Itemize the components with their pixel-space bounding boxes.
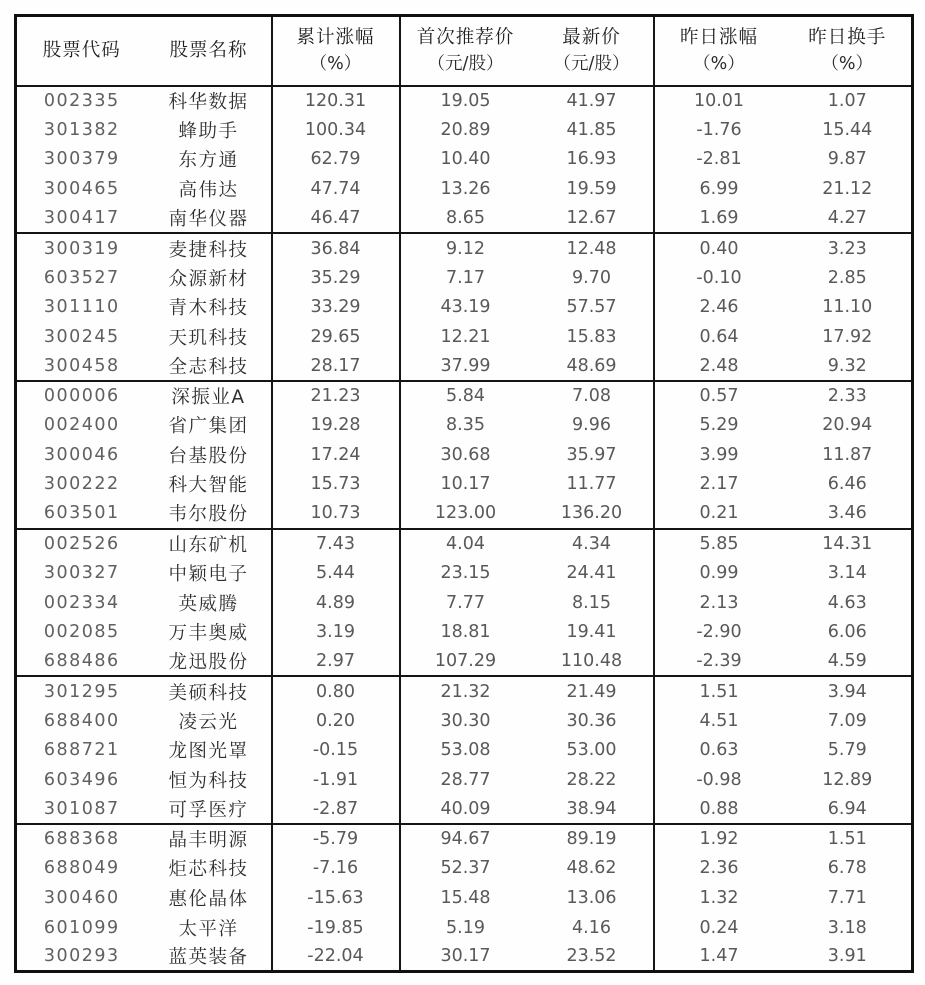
col-header-yesterday-turnover-unit: （%）	[821, 53, 874, 74]
col-header-yesterday-gain-label: 昨日涨幅	[679, 26, 758, 48]
cell-cum: -1.91	[272, 765, 400, 795]
cell-cum: 0.20	[272, 706, 400, 736]
cell-latest: 21.49	[531, 676, 654, 706]
cell-code: 000006	[16, 381, 147, 411]
cell-ygain: 1.69	[654, 204, 784, 234]
cell-yturn: 3.14	[827, 563, 867, 584]
cell-cum: -0.15	[272, 736, 400, 766]
cell-code: 002526	[16, 529, 147, 559]
cell-cum: 17.24	[272, 440, 400, 470]
cell-ygain: 10.01	[654, 86, 784, 116]
cell-first: 37.99	[400, 351, 531, 381]
cell-name: 太平洋	[178, 918, 239, 940]
cell-code: 300046	[43, 444, 120, 465]
cell-name: 台基股份	[168, 445, 249, 467]
cell-cum: 7.43	[272, 529, 400, 559]
cell-name: 青木科技	[168, 298, 249, 320]
cell-latest: 12.67	[566, 207, 617, 228]
cell-ygain: 0.99	[654, 558, 784, 588]
table-row	[16, 913, 913, 943]
table-row	[16, 795, 913, 825]
cell-cum: -7.16	[272, 854, 400, 884]
cell-latest: 30.36	[566, 710, 617, 731]
cell-latest: 136.20	[560, 503, 623, 524]
cell-yturn: 12.89	[822, 769, 873, 790]
cell-code: 002085	[43, 622, 120, 643]
col-header-cumulative-gain-label: 累计涨幅	[296, 26, 375, 48]
cell-code: 002400	[43, 415, 120, 436]
cell-code: 300319	[16, 233, 147, 263]
cell-ygain: -0.10	[654, 263, 784, 293]
stock-table	[14, 14, 914, 973]
cell-cum: 4.89	[272, 588, 400, 618]
cell-code: 300417	[43, 207, 120, 228]
cell-cum: -19.85	[272, 913, 400, 943]
cell-first: 20.89	[400, 115, 531, 145]
cell-ygain: 1.32	[654, 883, 784, 913]
cell-cum: 21.23	[272, 381, 400, 411]
cell-code: 300245	[43, 326, 120, 347]
cell-first: 21.32	[400, 676, 531, 706]
cell-cum: 35.29	[272, 263, 400, 293]
cell-ygain: 5.85	[654, 529, 784, 559]
cell-name: 可孚医疗	[168, 799, 249, 821]
cell-name: 龙迅股份	[168, 652, 249, 674]
cell-cum: 2.97	[272, 647, 400, 677]
cell-ygain: 2.13	[654, 588, 784, 618]
cell-ygain: 4.51	[654, 706, 784, 736]
cell-code: 300460	[43, 888, 120, 909]
table-row	[16, 706, 913, 736]
cell-latest: 12.48	[531, 233, 654, 263]
cell-ygain: 0.24	[654, 913, 784, 943]
cell-latest: 15.83	[566, 326, 617, 347]
cell-cum: 28.17	[272, 351, 400, 381]
cell-first: 28.77	[400, 765, 531, 795]
cell-cum: 100.34	[272, 115, 400, 145]
table-row	[16, 292, 913, 322]
cell-yturn: 3.46	[827, 503, 867, 524]
cell-name: 深振业A	[147, 381, 272, 411]
cell-code: 688400	[43, 710, 120, 731]
col-header-yesterday-gain-unit: （%）	[693, 53, 745, 74]
col-header-first-recommended-price	[400, 16, 531, 86]
cell-first: 30.68	[400, 440, 531, 470]
cell-first: 12.21	[400, 322, 531, 352]
cell-latest: 9.96	[572, 415, 611, 436]
cell-ygain: 2.17	[654, 470, 784, 500]
cell-ygain: -0.98	[654, 765, 784, 795]
cell-ygain: 0.64	[654, 322, 784, 352]
table-row	[16, 263, 913, 293]
cell-ygain: -2.90	[654, 617, 784, 647]
table-row	[16, 883, 913, 913]
cell-latest: 19.59	[566, 178, 617, 199]
cell-name: 炬芯科技	[168, 859, 249, 881]
cell-latest: 57.57	[566, 297, 617, 318]
header-row	[16, 16, 913, 86]
cell-cum: -2.87	[272, 795, 400, 825]
cell-first: 19.05	[400, 86, 531, 116]
table-row	[16, 115, 913, 145]
cell-first: 18.81	[400, 617, 531, 647]
cell-latest: 89.19	[531, 824, 654, 854]
table-row	[16, 942, 913, 972]
cell-ygain: 1.47	[654, 942, 784, 972]
cell-yturn: 3.94	[784, 676, 913, 706]
table-row	[16, 204, 913, 234]
cell-name: 恒为科技	[168, 770, 249, 792]
cell-code: 300293	[43, 946, 120, 967]
cell-latest: 8.15	[572, 592, 611, 613]
col-header-stock-code	[16, 16, 147, 86]
cell-yturn: 9.32	[827, 355, 867, 376]
cell-yturn: 4.59	[827, 651, 867, 672]
cell-yturn: 17.92	[822, 326, 873, 347]
cell-latest: 13.06	[566, 888, 617, 909]
cell-first: 43.19	[400, 292, 531, 322]
cell-ygain: 5.29	[654, 411, 784, 441]
cell-ygain: 0.21	[654, 499, 784, 529]
cell-ygain: -1.76	[654, 115, 784, 145]
table-row	[16, 174, 913, 204]
cell-ygain: 6.99	[654, 174, 784, 204]
cell-yturn: 6.94	[827, 798, 867, 819]
cell-ygain: 2.46	[654, 292, 784, 322]
cell-latest: 24.41	[566, 563, 617, 584]
table-row	[16, 411, 913, 441]
cell-name: 晶丰明源	[147, 824, 272, 854]
table-row	[16, 765, 913, 795]
table-row	[16, 145, 913, 175]
cell-first: 8.65	[400, 204, 531, 234]
cell-cum: 120.31	[272, 86, 400, 116]
col-header-stock-name	[147, 16, 272, 86]
cell-ygain: 0.88	[654, 795, 784, 825]
cell-latest: 110.48	[560, 651, 623, 672]
cell-cum: 0.80	[272, 676, 400, 706]
cell-cum: 3.19	[272, 617, 400, 647]
cell-yturn: 6.46	[827, 474, 867, 495]
cell-name: 高伟达	[178, 179, 239, 201]
cell-name: 南华仪器	[168, 208, 249, 230]
cell-ygain: 0.57	[654, 381, 784, 411]
cell-name: 科华数据	[168, 91, 249, 113]
cell-first: 4.04	[400, 529, 531, 559]
col-header-latest-price	[531, 16, 654, 86]
cell-first: 53.08	[400, 736, 531, 766]
col-header-first-recommended-price-label: 首次推荐价	[416, 26, 515, 48]
cell-ygain: -2.39	[654, 647, 784, 677]
cell-latest: 28.22	[566, 769, 617, 790]
cell-first: 10.17	[400, 470, 531, 500]
col-header-latest-price-unit: （元/股）	[553, 53, 630, 74]
cell-latest: 48.62	[566, 858, 617, 879]
cell-name: 蜂助手	[178, 120, 239, 142]
col-header-latest-price-label: 最新价	[562, 26, 621, 48]
cell-cum: 33.29	[272, 292, 400, 322]
cell-name: 麦捷科技	[147, 233, 272, 263]
cell-code: 688721	[43, 740, 120, 761]
table-row	[16, 588, 913, 618]
cell-cum: 15.73	[272, 470, 400, 500]
cell-latest: 4.34	[531, 529, 654, 559]
cell-first: 5.84	[400, 381, 531, 411]
cell-latest: 9.70	[572, 267, 611, 288]
cell-name: 天玑科技	[168, 327, 249, 349]
cell-cum: 10.73	[272, 499, 400, 529]
cell-yturn: 5.79	[827, 740, 867, 761]
cell-code: 300458	[43, 355, 120, 376]
table-row	[16, 647, 913, 677]
cell-ygain: 3.99	[654, 440, 784, 470]
cell-cum: 19.28	[272, 411, 400, 441]
cell-ygain: 2.48	[654, 351, 784, 381]
cell-name: 凌云光	[178, 711, 239, 733]
cell-code: 603496	[43, 769, 120, 790]
cell-yturn: 7.09	[827, 710, 867, 731]
cell-yturn: 2.85	[827, 267, 867, 288]
cell-ygain: 1.92	[654, 824, 784, 854]
cell-yturn: 4.63	[827, 592, 867, 613]
cell-first: 10.40	[400, 145, 531, 175]
cell-latest: 11.77	[566, 474, 617, 495]
cell-latest: 23.52	[566, 946, 617, 967]
cell-first: 40.09	[400, 795, 531, 825]
cell-first: 23.15	[400, 558, 531, 588]
table-row	[16, 381, 913, 411]
col-header-cumulative-gain	[272, 16, 400, 86]
cell-name: 科大智能	[168, 475, 249, 497]
table-row	[16, 86, 913, 116]
table-row	[16, 736, 913, 766]
cell-name: 龙图光罩	[168, 741, 249, 763]
cell-first: 52.37	[400, 854, 531, 884]
cell-code: 300222	[43, 474, 120, 495]
table-row	[16, 499, 913, 529]
cell-name: 万丰奥威	[168, 623, 249, 645]
cell-name: 蓝英装备	[168, 947, 249, 969]
col-header-yesterday-turnover	[784, 16, 913, 86]
cell-first: 13.26	[400, 174, 531, 204]
cell-code: 301087	[43, 798, 120, 819]
cell-code: 002334	[43, 592, 120, 613]
cell-cum: -5.79	[272, 824, 400, 854]
table-header	[16, 16, 913, 86]
cell-ygain: 0.40	[654, 233, 784, 263]
cell-name: 东方通	[178, 150, 239, 172]
cell-name: 全志科技	[168, 356, 249, 378]
cell-code: 601099	[43, 917, 120, 938]
table-row	[16, 676, 913, 706]
cell-latest: 4.16	[572, 917, 611, 938]
cell-latest: 35.97	[566, 444, 617, 465]
cell-latest: 38.94	[566, 798, 617, 819]
cell-yturn: 6.78	[827, 858, 867, 879]
cell-yturn: 14.31	[784, 529, 913, 559]
cell-first: 9.12	[400, 233, 531, 263]
col-header-stock-name-label: 股票名称	[169, 39, 248, 61]
cell-ygain: 0.63	[654, 736, 784, 766]
stock-table-body	[16, 86, 913, 972]
cell-code: 300379	[43, 149, 120, 170]
cell-code: 688368	[16, 824, 147, 854]
table-row	[16, 351, 913, 381]
cell-first: 15.48	[400, 883, 531, 913]
cell-name: 山东矿机	[147, 529, 272, 559]
cell-yturn: 21.12	[822, 178, 873, 199]
cell-first: 7.17	[400, 263, 531, 293]
cell-first: 94.67	[400, 824, 531, 854]
cell-code: 301295	[16, 676, 147, 706]
table-row	[16, 824, 913, 854]
cell-yturn: 1.07	[827, 90, 867, 111]
col-header-stock-code-label: 股票代码	[42, 39, 121, 61]
cell-code: 688486	[43, 651, 120, 672]
cell-yturn: 2.33	[784, 381, 913, 411]
cell-code: 688049	[43, 858, 120, 879]
cell-ygain: -2.81	[654, 145, 784, 175]
cell-name: 省广集团	[168, 416, 249, 438]
cell-yturn: 20.94	[822, 415, 873, 436]
cell-cum: 46.47	[272, 204, 400, 234]
cell-first: 5.19	[400, 913, 531, 943]
cell-latest: 19.41	[566, 622, 617, 643]
cell-ygain: 2.36	[654, 854, 784, 884]
cell-code: 603501	[43, 503, 120, 524]
cell-cum: -15.63	[272, 883, 400, 913]
table-row	[16, 470, 913, 500]
cell-yturn: 11.87	[822, 444, 873, 465]
table-row	[16, 322, 913, 352]
col-header-cumulative-gain-unit: （%）	[309, 53, 362, 74]
cell-latest: 41.85	[566, 119, 617, 140]
cell-latest: 48.69	[566, 355, 617, 376]
cell-cum: 47.74	[272, 174, 400, 204]
cell-yturn: 3.23	[784, 233, 913, 263]
cell-cum: 36.84	[272, 233, 400, 263]
cell-code: 603527	[43, 267, 120, 288]
cell-name: 众源新材	[168, 268, 249, 290]
cell-latest: 7.08	[531, 381, 654, 411]
cell-code: 301110	[43, 297, 120, 318]
cell-cum: 62.79	[272, 145, 400, 175]
cell-cum: 29.65	[272, 322, 400, 352]
cell-first: 123.00	[400, 499, 531, 529]
table-row	[16, 617, 913, 647]
cell-name: 中颖电子	[168, 564, 249, 586]
cell-yturn: 15.44	[822, 119, 873, 140]
cell-name: 惠伦晶体	[168, 889, 249, 911]
cell-first: 107.29	[400, 647, 531, 677]
table-row	[16, 233, 913, 263]
table-row	[16, 854, 913, 884]
cell-first: 30.30	[400, 706, 531, 736]
col-header-yesterday-turnover-label: 昨日换手	[808, 26, 887, 48]
cell-latest: 16.93	[566, 149, 617, 170]
cell-yturn: 6.06	[827, 622, 867, 643]
cell-cum: 5.44	[272, 558, 400, 588]
cell-first: 7.77	[400, 588, 531, 618]
col-header-first-recommended-price-unit: （元/股）	[427, 53, 504, 74]
cell-latest: 41.97	[566, 90, 617, 111]
cell-code: 301382	[43, 119, 120, 140]
cell-yturn: 7.71	[827, 888, 867, 909]
cell-first: 8.35	[400, 411, 531, 441]
cell-name: 韦尔股份	[168, 504, 249, 526]
table-row	[16, 440, 913, 470]
cell-ygain: 1.51	[654, 676, 784, 706]
cell-cum: -22.04	[272, 942, 400, 972]
cell-name: 英威腾	[178, 593, 239, 615]
cell-latest: 53.00	[566, 740, 617, 761]
cell-yturn: 3.91	[827, 946, 867, 967]
cell-yturn: 1.51	[784, 824, 913, 854]
col-header-yesterday-gain	[654, 16, 784, 86]
cell-name: 美硕科技	[147, 676, 272, 706]
cell-yturn: 9.87	[827, 149, 867, 170]
table-row	[16, 558, 913, 588]
cell-yturn: 3.18	[827, 917, 867, 938]
cell-code: 300327	[43, 563, 120, 584]
cell-yturn: 11.10	[822, 297, 873, 318]
cell-code: 002335	[43, 90, 120, 111]
cell-first: 30.17	[400, 942, 531, 972]
table-row	[16, 529, 913, 559]
cell-code: 300465	[43, 178, 120, 199]
cell-yturn: 4.27	[827, 207, 867, 228]
